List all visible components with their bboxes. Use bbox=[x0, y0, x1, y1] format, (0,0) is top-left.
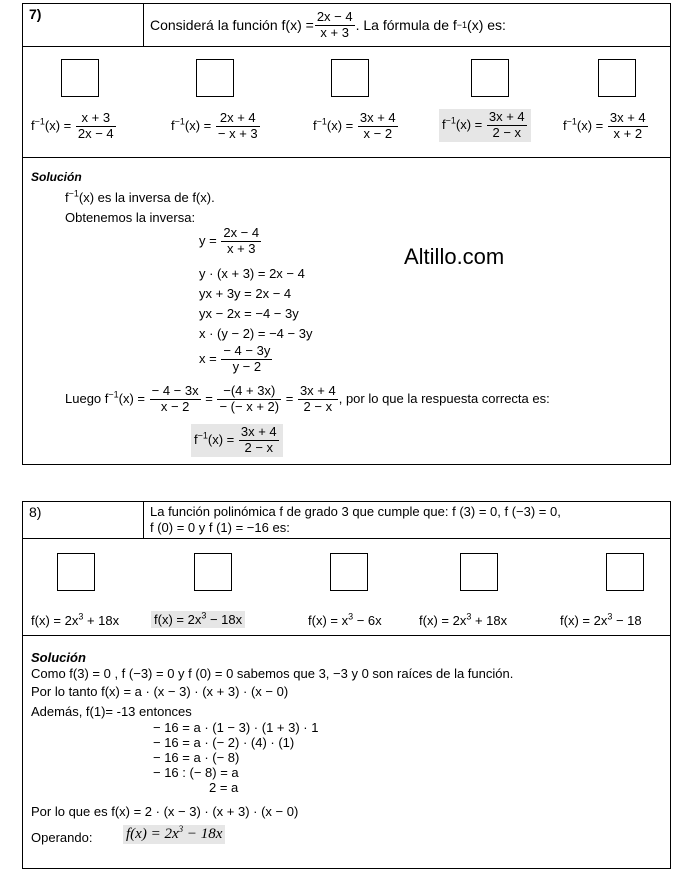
final-answer: $f^{-1}(x)$ = $\frac{3x + 4}{2 - x}$ bbox=[191, 424, 283, 457]
equation: y · (x + 3) = 2x − 4 bbox=[199, 266, 305, 281]
answer-options bbox=[23, 539, 670, 636]
option-checkbox-2[interactable] bbox=[194, 553, 232, 591]
solution-line: $f^{-1}(x)$ es la inversa de f(x). bbox=[65, 188, 215, 205]
final-answer: $f(x) = 2x^3 - 18x$ bbox=[123, 825, 225, 844]
problem-number: 7) bbox=[23, 4, 144, 46]
option-formula-2: $f^{-1}(x)$ = $\frac{2x + 4}{- x + 3}$ bbox=[171, 110, 258, 141]
equation: x = $\frac{- 4 - 3y}{y - 2}$ bbox=[199, 343, 271, 374]
option-checkbox-2[interactable] bbox=[196, 59, 234, 97]
solution-line: Por lo tanto f(x) = a · (x − 3) · (x + 3) · (x − 0) bbox=[31, 684, 289, 699]
equation: y = $\frac{2x - 4}{x + 3}$ bbox=[199, 225, 260, 256]
problem-8 bbox=[22, 501, 671, 869]
option-formula-5: $f^{-1}(x)$ = $\frac{3x + 4}{x + 2}$ bbox=[563, 110, 646, 141]
conclusion-line: Luego $f^{-1}(x)$ = $\frac{- 4 - 3x}{x - 2}$ = $\frac{-(4 + 3x)}{- (- x + 2)}$ = $\frac{3x + 4}{2 - x}$ , por lo que la respuesta correcta es: bbox=[65, 383, 550, 414]
solution-line: Como f(3) = 0 , f (−3) = 0 y f (0) = 0 sabemos que 3, −3 y 0 son raíces de la función. bbox=[31, 666, 514, 681]
calculation-line: − 16 : (− 8) = a bbox=[153, 765, 239, 780]
solution-line: Obtenemos la inversa: bbox=[65, 210, 196, 225]
answer-options bbox=[23, 47, 670, 158]
equation: yx + 3y = 2x − 4 bbox=[199, 286, 292, 301]
problem-7 bbox=[22, 3, 671, 465]
solution-title: Solución bbox=[31, 170, 82, 184]
option-checkbox-1[interactable] bbox=[61, 59, 99, 97]
problem-number: 8) bbox=[23, 502, 144, 538]
option-formula-4: $f(x) = 2x^3 + 18x$ bbox=[419, 611, 508, 628]
option-formula-4-highlighted: $f^{-1}(x)$ = $\frac{3x + 4}{2 - x}$ bbox=[439, 109, 531, 142]
option-formula-5: $f(x) = 2x^3 - 18$ bbox=[560, 611, 642, 628]
option-checkbox-5[interactable] bbox=[606, 553, 644, 591]
solution-line: Por lo que es f(x) = 2 · (x − 3) · (x + 3) · (x − 0) bbox=[31, 804, 299, 819]
option-formula-1: $f(x) = 2x^3 + 18x$ bbox=[31, 611, 120, 628]
solution-section bbox=[23, 636, 670, 870]
solution-title: Solución bbox=[31, 650, 86, 665]
problem-statement: Considerá la función f(x) = $\frac{2x - 4}{x + 3}$ . La fórmula de f −1 (x) es: bbox=[150, 8, 506, 40]
problem-7-header bbox=[23, 4, 670, 47]
option-formula-3: $f(x) = x^3 - 6x$ bbox=[308, 611, 382, 628]
option-formula-1: $f^{-1}(x)$ = $\frac{x + 3}{2x - 4}$ bbox=[31, 110, 114, 141]
solution-section bbox=[23, 158, 670, 466]
solution-line: Operando: bbox=[31, 830, 93, 845]
option-formula-3: $f^{-1}(x)$ = $\frac{3x + 4}{x - 2}$ bbox=[313, 110, 396, 141]
equation: x · (y − 2) = −4 − 3y bbox=[199, 326, 313, 341]
calculation-line: 2 = a bbox=[209, 780, 239, 795]
option-checkbox-4[interactable] bbox=[460, 553, 498, 591]
option-checkbox-3[interactable] bbox=[331, 59, 369, 97]
option-formula-2-highlighted: $f(x) = 2x^3 - 18x$ bbox=[151, 611, 245, 628]
equation: yx − 2x = −4 − 3y bbox=[199, 306, 299, 321]
watermark: Altillo.com bbox=[404, 244, 505, 269]
calculation-line: − 16 = a · (− 2) · (4) · (1) bbox=[153, 735, 295, 750]
option-checkbox-4[interactable] bbox=[471, 59, 509, 97]
problem-8-header bbox=[23, 502, 670, 539]
option-checkbox-1[interactable] bbox=[57, 553, 95, 591]
calculation-line: − 16 = a · (− 8) bbox=[153, 750, 240, 765]
option-checkbox-3[interactable] bbox=[330, 553, 368, 591]
option-checkbox-5[interactable] bbox=[598, 59, 636, 97]
solution-line: Además, f(1)= -13 entonces bbox=[31, 704, 192, 719]
calculation-line: − 16 = a · (1 − 3) · (1 + 3) · 1 bbox=[153, 720, 319, 735]
problem-statement: La función polinómica f de grado 3 que cumple que: f (3) = 0, f (−3) = 0, f (0) = 0 y f (1) = −16 es: bbox=[150, 504, 561, 535]
fraction: $\frac{2x - 4}{x + 3}$ bbox=[316, 8, 353, 40]
